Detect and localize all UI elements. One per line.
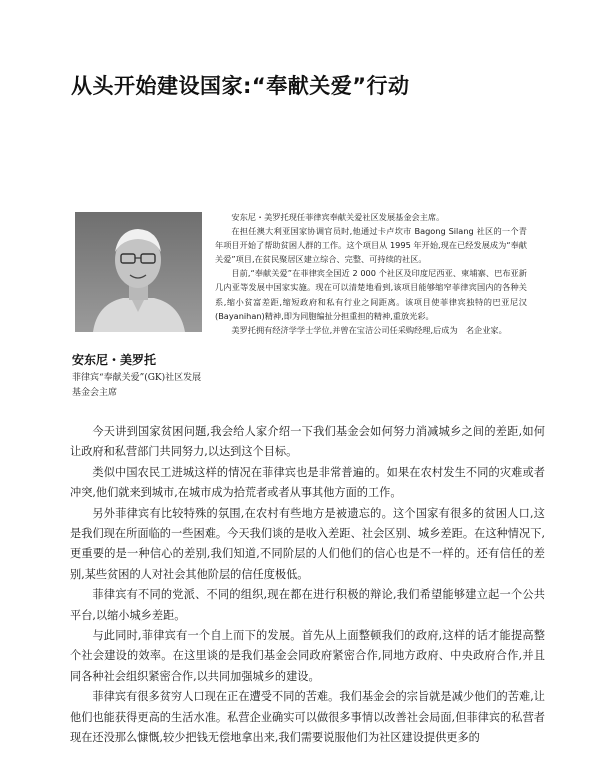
body-paragraph: 菲律宾有很多贫穷人口现在正在遭受不同的苦难。我们基金会的宗旨就是减少他们的苦难,让他们也能获得更高的生活水准。私营企业确实可以做很多事情以改善社会局面,但菲律宾的私营者现在还没那么慷慨,较少把钱无偿地拿出来,我们需要说服他们为社区建设提供更多的 — [70, 690, 545, 745]
page-title: 从头开始建设国家:“奉献关爱”行动 — [71, 74, 410, 98]
article-body — [70, 422, 545, 749]
portrait-illustration — [75, 212, 202, 332]
body-paragraph: 另外菲律宾有比较特殊的氛围,在农村有些地方是被遗忘的。这个国家有很多的贫困人口,这是我们现在所面临的一些困难。今天我们谈的是收入差距、社会区别、城乡差距。在这种情况下,更重要的是一种信心的差别,我们知道,不同阶层的人们他们的信心也是不一样的。还有信任的差别,某些贫困的人对社会其他阶层的信任度极低。 — [70, 506, 545, 581]
caption-name: 安东尼・美罗托 — [72, 353, 157, 367]
body-paragraph: 类似中国农民工进城这样的情况在菲律宾也是非常普遍的。如果在农村发生不同的灾难或者冲突,他们就来到城市,在城市成为拾荒者或者从事其他方面的工作。 — [70, 465, 545, 500]
body-paragraph: 菲律宾有不同的党派、不同的组织,现在都在进行积极的辩论,我们希望能够建立起一个公共平台,以缩小城乡差距。 — [70, 588, 545, 622]
bio-paragraph: 在担任澳大利亚国家协调官员时,他通过卡卢坎市 Bagong Silang 社区的一个青年项目开始了帮助贫困人群的工作。这个项目从 1995 年开始,现在已经发展成为“奉献关爱”项目,在贫民聚居区建立综合、完整、可持续的社区。 — [215, 226, 527, 265]
body-paragraph: 今天讲到国家贫困问题,我会给人家介绍一下我们基金会如何努力消减城乡之间的差距,如何让政府和私营部门共同努力,以达到这个目标。 — [70, 425, 545, 459]
portrait-photo — [75, 212, 202, 332]
bio-paragraph: 美罗托拥有经济学学士学位,并曾在宝洁公司任采购经理,后成为 名企业家。 — [231, 324, 507, 335]
bio-paragraph: 目前,“奉献关爱”在菲律宾全国近 2 000 个社区及印度尼西亚、柬埔寨、巴布亚新几内亚等发展中国家实施。现在可以清楚地看到,该项目能够缩窄菲律宾国内的各种关系,缩小贫富差距,缩短政府和私有行业之间距离。该项目使菲律宾独特的巴亚尼汉(Bayanihan)精神,即为同胞编扯分担重担的精神,重放光彩。 — [215, 268, 527, 321]
bio-paragraph: 安东尼・美罗托现任菲律宾奉献关爱社区发展基金会主席。 — [231, 212, 445, 222]
caption-role: 菲律宾“奉献关爱”(GK)社区发展基金会主席 — [72, 373, 202, 398]
author-bio — [215, 210, 527, 337]
body-paragraph: 与此同时,菲律宾有一个自上而下的发展。首先从上面整顿我们的政府,这样的话才能提高整个社会建设的效率。在这里谈的是我们基金会同政府紧密合作,同地方政府、中央政府合作,并且同各种社会组织紧密合作,以共同加强城乡的建设。 — [70, 629, 545, 683]
